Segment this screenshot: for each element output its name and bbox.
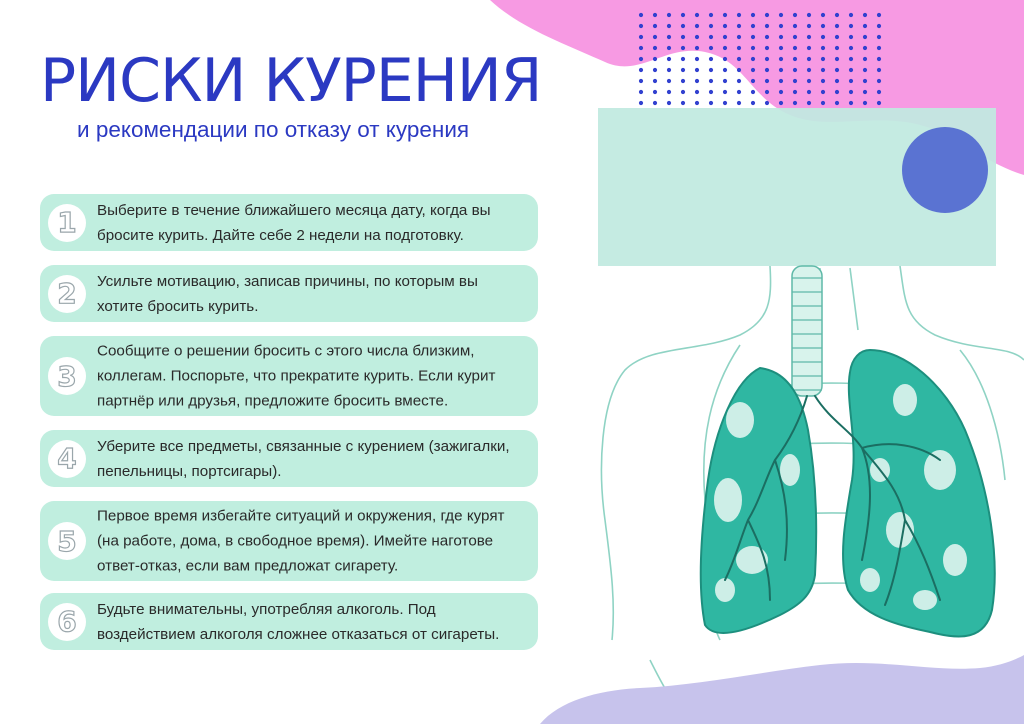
page-subtitle: и рекомендации по отказу от курения <box>77 117 470 142</box>
tip-text: Уберите все предметы, связанные с курением (зажигалки, пепельницы, портсигары). <box>97 437 510 480</box>
tip-text: Сообщите о решении бросить с этого числа близким, коллегам. Поспорьте, что прекратите курить. Если курит партнёр или друзья, предложите бросить вместе. <box>97 342 496 410</box>
tip-item <box>40 430 538 487</box>
tip-item <box>40 593 538 650</box>
tip-text: Первое время избегайте ситуаций и окружения, где курят (на работе, дома, в свободное время). Имейте наготове ответ-отказ, если вам предложат сигарету. <box>97 507 505 575</box>
tip-number-badge: 5 <box>48 522 86 560</box>
tip-item <box>40 194 538 251</box>
tip-text: Усильте мотивацию, записав причины, по которым вы хотите бросить курить. <box>97 272 478 315</box>
page-title: РИСКИ КУРЕНИЯ <box>40 46 542 116</box>
tip-number-badge: 3 <box>48 357 86 395</box>
tip-item <box>40 336 538 416</box>
tip-item <box>40 501 538 581</box>
tip-text: Будьте внимательны, употребляя алкоголь. Под воздействием алкоголя сложнее отказаться от сигареты. <box>97 600 500 643</box>
tip-number-badge: 4 <box>48 440 86 478</box>
tip-number-badge: 6 <box>48 603 86 641</box>
tip-text: Выберите в течение ближайшего месяца дату, когда вы бросите курить. Дайте себе 2 недели на подготовку. <box>97 201 491 244</box>
tip-number-badge: 1 <box>48 204 86 242</box>
lavender-blob <box>540 655 1024 724</box>
tip-item <box>40 265 538 322</box>
tip-number-badge: 2 <box>48 275 86 313</box>
